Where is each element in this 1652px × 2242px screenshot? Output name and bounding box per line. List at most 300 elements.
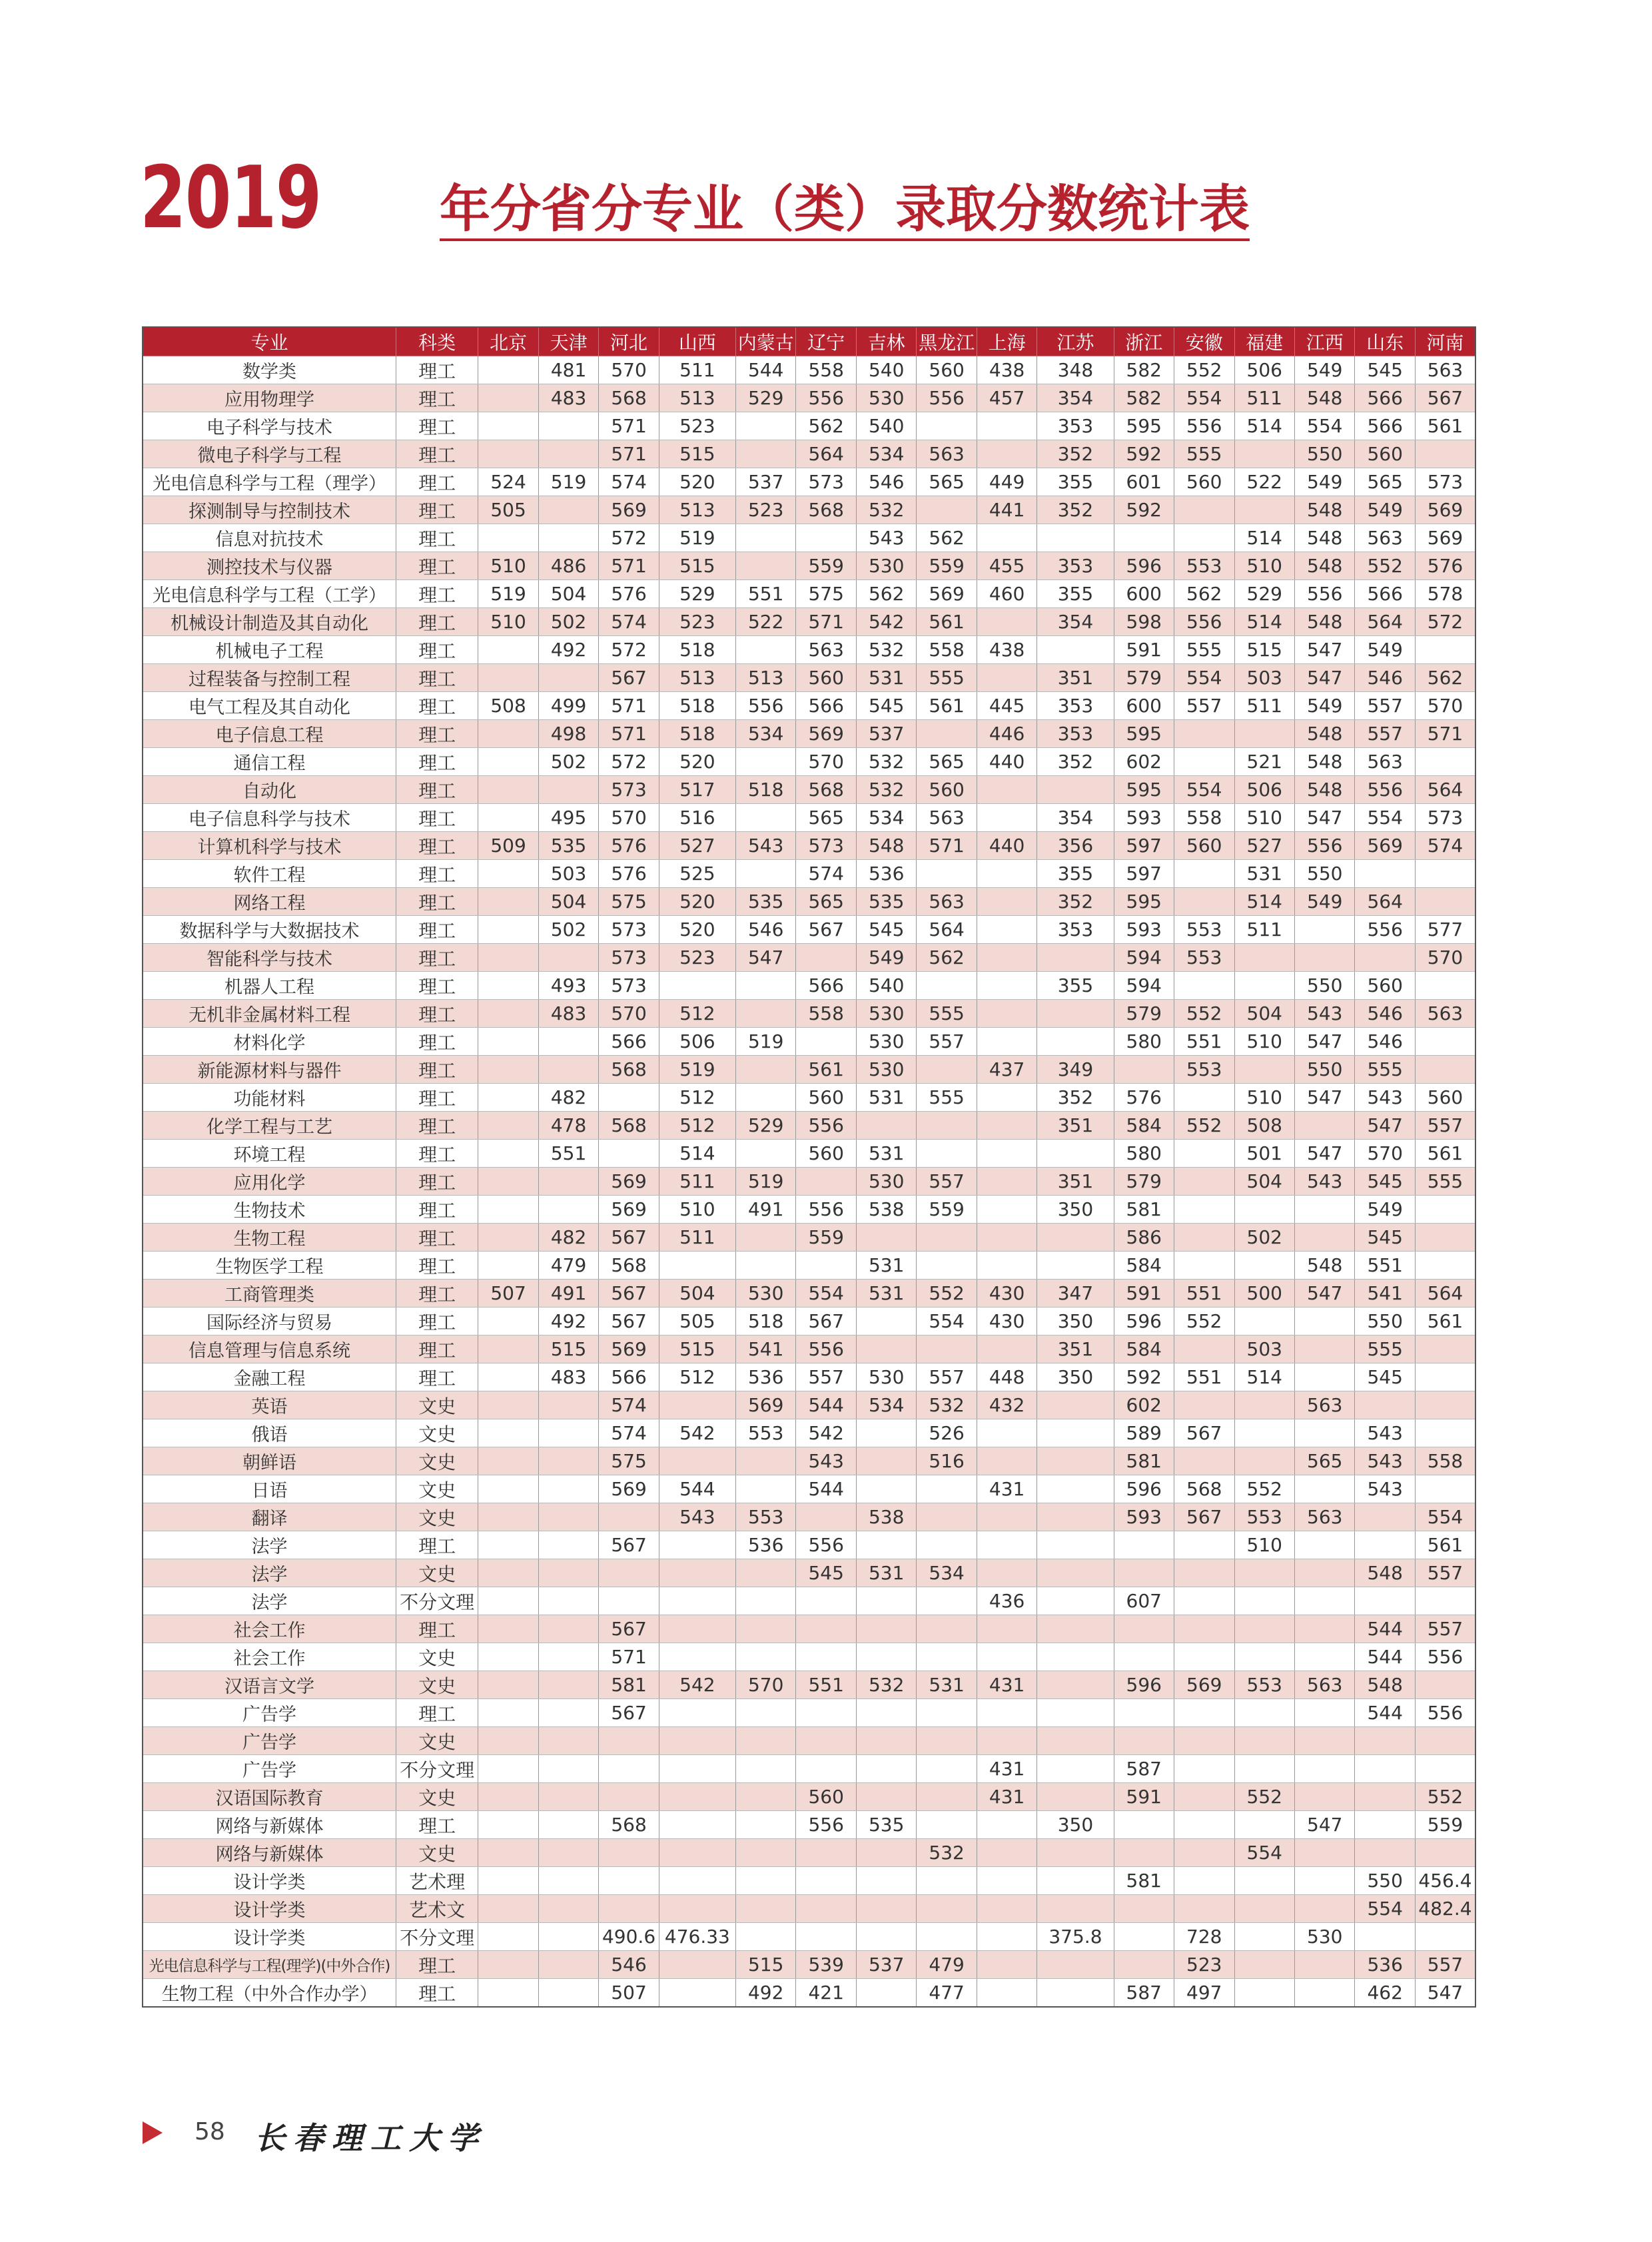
table-row xyxy=(143,1475,1475,1503)
major-cell: 应用化学 xyxy=(143,1168,396,1196)
score-cell xyxy=(977,1867,1036,1895)
score-cell: 502 xyxy=(538,748,598,776)
score-cell: 522 xyxy=(735,608,795,636)
score-cell xyxy=(599,1587,659,1615)
score-cell xyxy=(735,552,795,580)
score-cell: 550 xyxy=(1294,972,1354,1000)
score-cell: 546 xyxy=(856,468,916,496)
score-cell: 552 xyxy=(1355,552,1415,580)
score-cell xyxy=(977,1447,1036,1475)
score-cell: 542 xyxy=(659,1671,735,1699)
score-cell: 563 xyxy=(1294,1671,1354,1699)
column-header: 江西 xyxy=(1294,327,1354,356)
score-cell: 607 xyxy=(1114,1587,1174,1615)
score-cell: 568 xyxy=(1174,1475,1234,1503)
score-cell xyxy=(977,1699,1036,1727)
score-cell: 492 xyxy=(538,1308,598,1335)
score-cell: 556 xyxy=(1294,580,1354,608)
score-cell xyxy=(1037,524,1114,552)
score-cell xyxy=(1234,1811,1294,1839)
score-cell xyxy=(856,1587,916,1615)
table-row xyxy=(143,1727,1475,1755)
score-cell xyxy=(1355,1811,1415,1839)
score-cell: 564 xyxy=(796,440,856,468)
score-cell: 568 xyxy=(796,496,856,524)
score-cell xyxy=(659,1643,735,1671)
score-cell xyxy=(659,1559,735,1587)
score-cell: 602 xyxy=(1114,1391,1174,1419)
score-cell xyxy=(538,440,598,468)
score-cell: 556 xyxy=(1415,1643,1475,1671)
score-cell xyxy=(1355,1923,1415,1951)
category-cell: 理工 xyxy=(396,1979,478,2008)
score-cell: 511 xyxy=(1234,916,1294,944)
score-cell: 549 xyxy=(1355,1196,1415,1224)
score-cell: 352 xyxy=(1037,440,1114,468)
score-cell: 510 xyxy=(1234,804,1294,832)
score-cell xyxy=(1037,1000,1114,1028)
score-cell xyxy=(1415,1028,1475,1056)
table-row xyxy=(143,1699,1475,1727)
score-cell: 492 xyxy=(538,636,598,664)
score-cell: 554 xyxy=(1294,412,1354,440)
score-cell: 560 xyxy=(1174,468,1234,496)
score-cell xyxy=(1174,1447,1234,1475)
score-cell xyxy=(1037,1559,1114,1587)
score-cell xyxy=(856,1727,916,1755)
score-cell xyxy=(1415,1363,1475,1391)
score-cell xyxy=(1174,1168,1234,1196)
score-cell: 445 xyxy=(977,692,1036,720)
score-cell: 570 xyxy=(735,1671,795,1699)
score-cell xyxy=(659,1811,735,1839)
score-cell: 587 xyxy=(1114,1755,1174,1783)
score-cell: 569 xyxy=(735,1391,795,1419)
category-cell: 理工 xyxy=(396,1140,478,1168)
score-cell: 553 xyxy=(1174,1056,1234,1084)
score-cell: 567 xyxy=(599,1615,659,1643)
score-cell: 559 xyxy=(1415,1811,1475,1839)
score-cell xyxy=(977,412,1036,440)
score-cell: 548 xyxy=(1294,720,1354,748)
score-cell: 571 xyxy=(599,412,659,440)
score-cell xyxy=(917,1056,977,1084)
column-header: 福建 xyxy=(1234,327,1294,356)
score-cell xyxy=(796,1643,856,1671)
table-row xyxy=(143,1615,1475,1643)
score-cell xyxy=(977,1727,1036,1755)
major-cell: 设计学类 xyxy=(143,1923,396,1951)
score-cell: 555 xyxy=(1355,1056,1415,1084)
score-cell: 514 xyxy=(1234,412,1294,440)
score-cell: 431 xyxy=(977,1783,1036,1811)
score-cell xyxy=(796,1503,856,1531)
score-cell xyxy=(735,1867,795,1895)
score-cell: 571 xyxy=(917,832,977,860)
score-cell: 571 xyxy=(599,692,659,720)
score-cell xyxy=(977,804,1036,832)
score-cell: 511 xyxy=(1234,692,1294,720)
score-cell xyxy=(735,748,795,776)
score-cell: 495 xyxy=(538,804,598,832)
table-row xyxy=(143,776,1475,804)
score-cell: 502 xyxy=(1234,1224,1294,1252)
score-cell xyxy=(538,1531,598,1559)
score-cell: 543 xyxy=(1355,1447,1415,1475)
score-cell: 520 xyxy=(659,888,735,916)
score-cell: 594 xyxy=(1114,944,1174,972)
score-cell: 506 xyxy=(1234,776,1294,804)
major-cell: 光电信息科学与工程（理学） xyxy=(143,468,396,496)
score-cell: 596 xyxy=(1114,1475,1174,1503)
column-header: 天津 xyxy=(538,327,598,356)
score-cell xyxy=(1234,1727,1294,1755)
score-cell: 518 xyxy=(659,636,735,664)
score-cell xyxy=(977,1811,1036,1839)
score-cell: 547 xyxy=(1294,664,1354,692)
score-cell: 571 xyxy=(1415,720,1475,748)
score-cell xyxy=(1114,1699,1174,1727)
score-cell: 449 xyxy=(977,468,1036,496)
score-cell xyxy=(856,1783,916,1811)
score-cell: 375.8 xyxy=(1037,1923,1114,1951)
score-cell: 563 xyxy=(796,636,856,664)
score-cell: 547 xyxy=(1294,1084,1354,1112)
score-cell xyxy=(1037,1839,1114,1867)
score-cell: 579 xyxy=(1114,1168,1174,1196)
score-cell xyxy=(1234,972,1294,1000)
score-cell: 530 xyxy=(856,1168,916,1196)
score-cell: 569 xyxy=(1174,1671,1234,1699)
score-cell: 506 xyxy=(659,1028,735,1056)
score-cell: 566 xyxy=(1355,580,1415,608)
major-cell: 网络与新媒体 xyxy=(143,1839,396,1867)
score-cell: 519 xyxy=(659,524,735,552)
score-cell: 543 xyxy=(1355,1084,1415,1112)
score-cell: 579 xyxy=(1114,664,1174,692)
score-cell: 547 xyxy=(1355,1112,1415,1140)
score-cell: 431 xyxy=(977,1755,1036,1783)
score-cell xyxy=(538,412,598,440)
score-cell xyxy=(1037,1503,1114,1531)
score-cell: 548 xyxy=(1294,496,1354,524)
score-cell: 354 xyxy=(1037,804,1114,832)
major-cell: 机器人工程 xyxy=(143,972,396,1000)
score-cell: 593 xyxy=(1114,804,1174,832)
score-cell xyxy=(1174,972,1234,1000)
score-cell xyxy=(856,1699,916,1727)
category-cell: 文史 xyxy=(396,1447,478,1475)
score-cell: 504 xyxy=(1234,1168,1294,1196)
category-cell: 文史 xyxy=(396,1727,478,1755)
score-cell: 566 xyxy=(796,972,856,1000)
score-cell xyxy=(659,1895,735,1923)
score-cell xyxy=(1234,1196,1294,1224)
score-cell xyxy=(538,1559,598,1587)
category-cell: 理工 xyxy=(396,1084,478,1112)
category-cell: 理工 xyxy=(396,1028,478,1056)
table-row xyxy=(143,1895,1475,1923)
score-cell: 567 xyxy=(1415,384,1475,412)
major-cell: 智能科学与技术 xyxy=(143,944,396,972)
score-cell: 521 xyxy=(1234,748,1294,776)
score-cell xyxy=(478,1140,538,1168)
score-cell: 552 xyxy=(1174,1112,1234,1140)
score-cell xyxy=(478,1447,538,1475)
score-cell xyxy=(1415,1419,1475,1447)
score-cell xyxy=(1037,1895,1114,1923)
table-row xyxy=(143,832,1475,860)
score-cell: 534 xyxy=(735,720,795,748)
score-cell xyxy=(1415,1391,1475,1419)
score-cell: 557 xyxy=(917,1363,977,1391)
score-cell xyxy=(1415,748,1475,776)
major-cell: 生物工程（中外合作办学） xyxy=(143,1979,396,2008)
score-cell xyxy=(478,524,538,552)
major-cell: 电子信息科学与技术 xyxy=(143,804,396,832)
score-cell: 532 xyxy=(856,496,916,524)
score-cell xyxy=(856,1419,916,1447)
score-cell: 554 xyxy=(796,1280,856,1308)
score-cell xyxy=(1294,916,1354,944)
score-cell xyxy=(1294,944,1354,972)
table-row xyxy=(143,1140,1475,1168)
score-cell xyxy=(659,1783,735,1811)
score-cell: 564 xyxy=(1355,888,1415,916)
score-cell: 519 xyxy=(659,1056,735,1084)
score-cell xyxy=(1114,1615,1174,1643)
score-cell: 555 xyxy=(917,1000,977,1028)
score-cell: 514 xyxy=(1234,524,1294,552)
score-cell xyxy=(538,1196,598,1224)
score-cell xyxy=(1415,1727,1475,1755)
score-cell xyxy=(856,1895,916,1923)
column-header: 科类 xyxy=(396,327,478,356)
score-cell xyxy=(1294,1867,1354,1895)
table-row xyxy=(143,1056,1475,1084)
table-row xyxy=(143,1671,1475,1699)
category-cell: 理工 xyxy=(396,720,478,748)
score-cell: 556 xyxy=(796,1196,856,1224)
score-cell xyxy=(1294,1727,1354,1755)
score-cell xyxy=(796,1699,856,1727)
score-cell xyxy=(856,1335,916,1363)
score-cell: 530 xyxy=(856,1000,916,1028)
score-cell xyxy=(1294,1783,1354,1811)
score-cell xyxy=(1234,1056,1294,1084)
score-cell: 594 xyxy=(1114,972,1174,1000)
score-cell: 557 xyxy=(917,1028,977,1056)
score-cell: 534 xyxy=(856,804,916,832)
table-row xyxy=(143,1391,1475,1419)
score-cell: 551 xyxy=(1174,1280,1234,1308)
score-cell: 544 xyxy=(1355,1699,1415,1727)
score-cell: 515 xyxy=(735,1951,795,1979)
score-cell: 566 xyxy=(599,1028,659,1056)
column-header: 河南 xyxy=(1415,327,1475,356)
score-cell: 546 xyxy=(1355,1000,1415,1028)
score-cell: 601 xyxy=(1114,468,1174,496)
score-cell xyxy=(1234,944,1294,972)
score-cell: 503 xyxy=(1234,1335,1294,1363)
score-cell xyxy=(538,1168,598,1196)
score-cell: 351 xyxy=(1037,1112,1114,1140)
score-cell xyxy=(735,1643,795,1671)
score-cell xyxy=(977,972,1036,1000)
score-cell: 510 xyxy=(1234,552,1294,580)
score-cell: 457 xyxy=(977,384,1036,412)
score-cell: 532 xyxy=(856,776,916,804)
major-cell: 功能材料 xyxy=(143,1084,396,1112)
major-cell: 社会工作 xyxy=(143,1615,396,1643)
score-cell: 556 xyxy=(796,1811,856,1839)
score-cell: 571 xyxy=(599,720,659,748)
score-cell: 542 xyxy=(659,1419,735,1447)
score-cell: 561 xyxy=(1415,1308,1475,1335)
score-cell xyxy=(977,944,1036,972)
score-cell: 567 xyxy=(599,1280,659,1308)
score-cell: 502 xyxy=(538,608,598,636)
score-cell xyxy=(538,664,598,692)
score-cell xyxy=(659,1391,735,1419)
score-cell: 440 xyxy=(977,748,1036,776)
score-cell xyxy=(599,1895,659,1923)
table-row xyxy=(143,944,1475,972)
score-cell xyxy=(1114,1951,1174,1979)
score-cell: 569 xyxy=(599,496,659,524)
score-cell xyxy=(659,1447,735,1475)
score-cell: 478 xyxy=(538,1112,598,1140)
score-cell xyxy=(1355,1755,1415,1783)
score-cell xyxy=(1294,1951,1354,1979)
score-cell xyxy=(1037,1140,1114,1168)
score-cell: 517 xyxy=(659,776,735,804)
score-cell: 600 xyxy=(1114,580,1174,608)
table-row xyxy=(143,468,1475,496)
score-cell: 518 xyxy=(659,720,735,748)
table-row xyxy=(143,1587,1475,1615)
score-cell: 523 xyxy=(659,412,735,440)
score-cell xyxy=(1234,1308,1294,1335)
score-cell: 511 xyxy=(659,1168,735,1196)
score-cell: 569 xyxy=(1415,524,1475,552)
score-cell: 555 xyxy=(1355,1335,1415,1363)
major-cell: 化学工程与工艺 xyxy=(143,1112,396,1140)
score-cell xyxy=(1415,440,1475,468)
score-cell xyxy=(478,412,538,440)
score-cell xyxy=(478,1056,538,1084)
score-cell: 531 xyxy=(856,1252,916,1280)
score-cell xyxy=(735,860,795,888)
score-cell: 559 xyxy=(917,1196,977,1224)
score-cell: 574 xyxy=(1415,832,1475,860)
score-cell xyxy=(796,1028,856,1056)
score-cell: 555 xyxy=(1415,1168,1475,1196)
score-cell: 565 xyxy=(917,468,977,496)
score-cell: 504 xyxy=(1234,1000,1294,1028)
score-cell: 548 xyxy=(1294,776,1354,804)
score-cell xyxy=(538,1727,598,1755)
score-cell xyxy=(478,1475,538,1503)
score-cell xyxy=(599,1084,659,1112)
score-cell: 580 xyxy=(1114,1140,1174,1168)
score-cell: 491 xyxy=(538,1280,598,1308)
score-cell: 560 xyxy=(796,1084,856,1112)
score-cell: 573 xyxy=(796,832,856,860)
score-cell: 586 xyxy=(1114,1224,1174,1252)
major-cell: 设计学类 xyxy=(143,1867,396,1895)
score-cell: 581 xyxy=(599,1671,659,1699)
score-cell: 534 xyxy=(856,1391,916,1419)
score-cell: 567 xyxy=(796,1308,856,1335)
score-cell xyxy=(478,1196,538,1224)
table-row xyxy=(143,1783,1475,1811)
major-cell: 通信工程 xyxy=(143,748,396,776)
score-cell: 510 xyxy=(659,1196,735,1224)
score-cell xyxy=(856,1475,916,1503)
score-cell: 582 xyxy=(1114,384,1174,412)
score-cell xyxy=(735,1895,795,1923)
score-cell: 571 xyxy=(796,608,856,636)
score-cell: 548 xyxy=(1294,552,1354,580)
score-cell xyxy=(1174,1252,1234,1280)
score-cell xyxy=(796,1755,856,1783)
score-cell xyxy=(1174,748,1234,776)
score-cell xyxy=(1294,1531,1354,1559)
score-cell xyxy=(1174,1839,1234,1867)
score-cell: 500 xyxy=(1234,1280,1294,1308)
score-cell xyxy=(478,356,538,384)
score-cell xyxy=(478,1923,538,1951)
score-cell: 551 xyxy=(538,1140,598,1168)
score-cell xyxy=(977,860,1036,888)
score-cell xyxy=(478,972,538,1000)
score-cell xyxy=(1037,1951,1114,1979)
score-cell xyxy=(478,1587,538,1615)
score-cell xyxy=(659,1867,735,1895)
score-cell: 546 xyxy=(1355,1028,1415,1056)
score-cell: 531 xyxy=(856,1280,916,1308)
score-cell: 556 xyxy=(796,384,856,412)
score-cell: 523 xyxy=(1174,1951,1234,1979)
score-cell: 543 xyxy=(856,524,916,552)
score-cell: 515 xyxy=(659,552,735,580)
score-cell xyxy=(659,1252,735,1280)
score-cell xyxy=(977,1112,1036,1140)
score-cell xyxy=(1174,1811,1234,1839)
score-cell xyxy=(1234,1252,1294,1280)
major-cell: 汉语国际教育 xyxy=(143,1783,396,1811)
score-cell: 353 xyxy=(1037,720,1114,748)
table-row xyxy=(143,1112,1475,1140)
column-header: 黑龙江 xyxy=(917,327,977,356)
score-cell: 520 xyxy=(659,916,735,944)
score-cell: 570 xyxy=(599,356,659,384)
score-cell xyxy=(478,1811,538,1839)
score-cell xyxy=(599,1755,659,1783)
category-cell: 理工 xyxy=(396,748,478,776)
score-cell: 544 xyxy=(1355,1643,1415,1671)
score-cell: 568 xyxy=(796,776,856,804)
major-cell: 国际经济与贸易 xyxy=(143,1308,396,1335)
score-cell xyxy=(977,1951,1036,1979)
score-cell: 596 xyxy=(1114,552,1174,580)
score-cell: 563 xyxy=(917,440,977,468)
score-cell xyxy=(1415,1755,1475,1783)
score-cell: 510 xyxy=(1234,1084,1294,1112)
score-cell xyxy=(1294,1839,1354,1867)
category-cell: 不分文理 xyxy=(396,1923,478,1951)
